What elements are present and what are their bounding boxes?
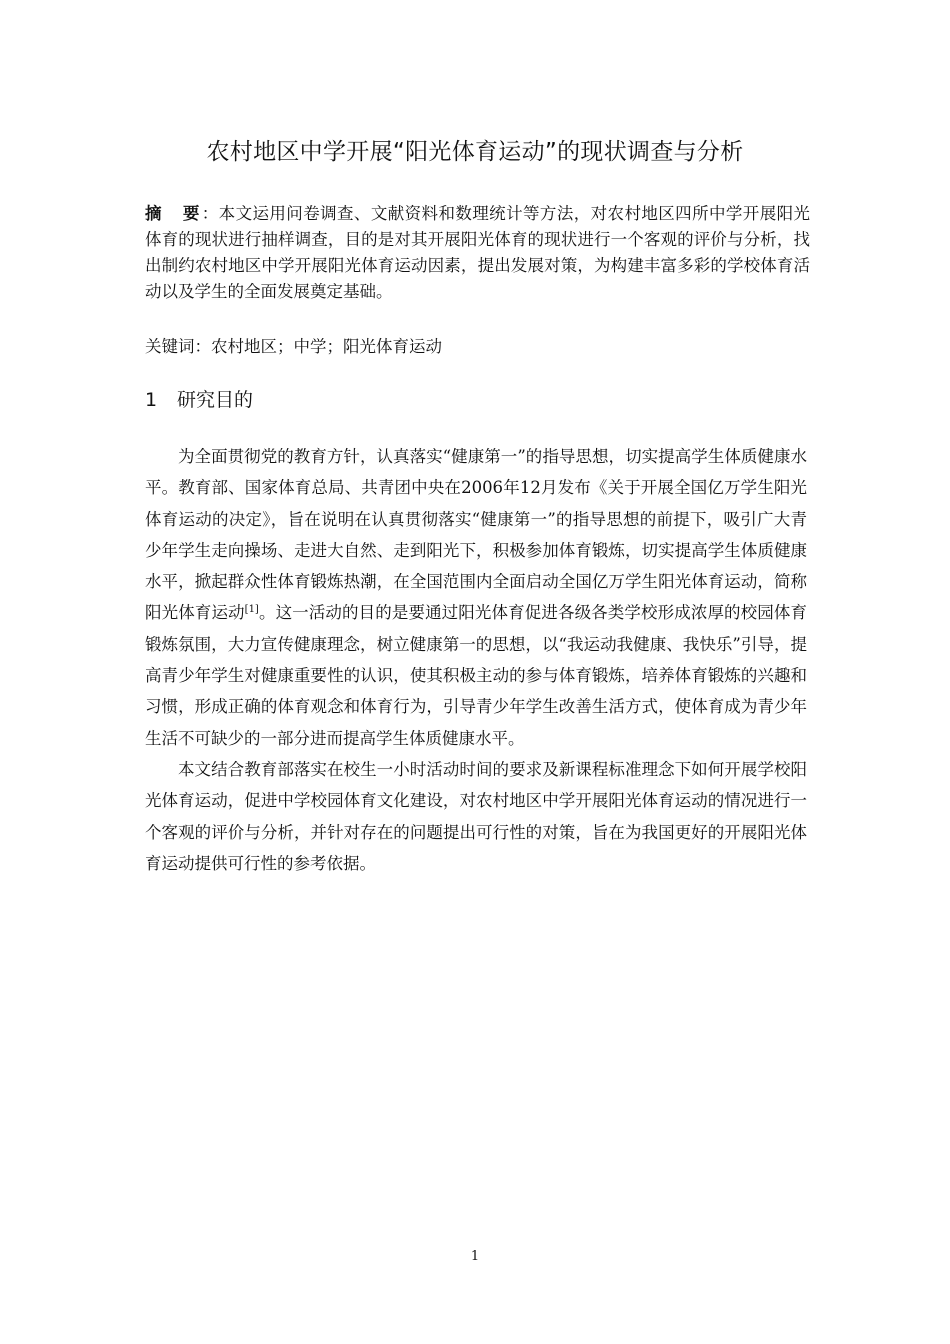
keywords-label: 关键词：: [145, 337, 211, 356]
body-paragraph: [145, 441, 807, 754]
citation-marker: [1]: [244, 604, 259, 616]
abstract-text: 本文运用问卷调查、文献资料和数理统计等方法，对农村地区四所中学开展阳光体育的现状进行抽样调查，目的是对其开展阳光体育的现状进行一个客观的评价与分析，找出制约农村地区中学开展阳光体育运动因素，提出发展对策，为构建丰富多彩的学校体育活动以及学生的全面发展奠定基础。: [145, 204, 811, 301]
section-number: 1: [145, 389, 158, 411]
paragraph-text: 。这一活动的目的是要通过阳光体育促进各级各类学校形成浓厚的校园体育锻炼氛围，大力宣传健康理念，树立健康第一的思想，以“我运动我健康、我快乐”引导，提高青少年学生对健康重要性的认识，使其积极主动的参与体育锻炼，培养体育锻炼的兴趣和习惯，形成正确的体育观念和体育行为，引导青少年学生改善生活方式，使体育成为青少年生活不可缺少的一部分进而提高学生体质健康水平。: [145, 603, 808, 748]
page-number: 1: [470, 1249, 480, 1264]
paragraph-text: 为全面贯彻党的教育方针，认真落实“健康第一”的指导思想，切实提高学生体质健康水平。教育部、国家体育总局、共青团中央在2006年12月发布《关于开展全国亿万学生阳光体育运动的决定》，旨在说明在认真贯彻落实“健康第一”的指导思想的前提下，吸引广大青少年学生走向操场、走进大自然、走到阳光下，积极参加体育锻炼，切实提高学生体质健康水平，掀起群众性体育锻炼热潮，在全国范围内全面启动全国亿万学生阳光体育运动，简称阳光体育运动: [145, 447, 807, 623]
abstract-label: 摘 要: [145, 204, 202, 223]
section-heading: [145, 385, 253, 415]
body-paragraph: 本文结合教育部落实在校生一小时活动时间的要求及新课程标准理念下如何开展学校阳光体育运动，促进中学校园体育文化建设，对农村地区中学开展阳光体育运动的情况进行一个客观的评价与分析，并针对存在的问题提出可行性的对策，旨在为我国更好的开展阳光体育运动提供可行性的参考依据。: [145, 759, 807, 873]
abstract: [145, 201, 810, 305]
paper-title: 农村地区中学开展“阳光体育运动”的现状调查与分析: [206, 139, 744, 165]
keywords-text: 农村地区；中学；阳光体育运动: [211, 337, 442, 356]
abstract-separator: ：: [201, 204, 219, 223]
section-title: 研究目的: [177, 389, 254, 411]
section-body: [145, 441, 807, 879]
keywords: [145, 333, 810, 361]
